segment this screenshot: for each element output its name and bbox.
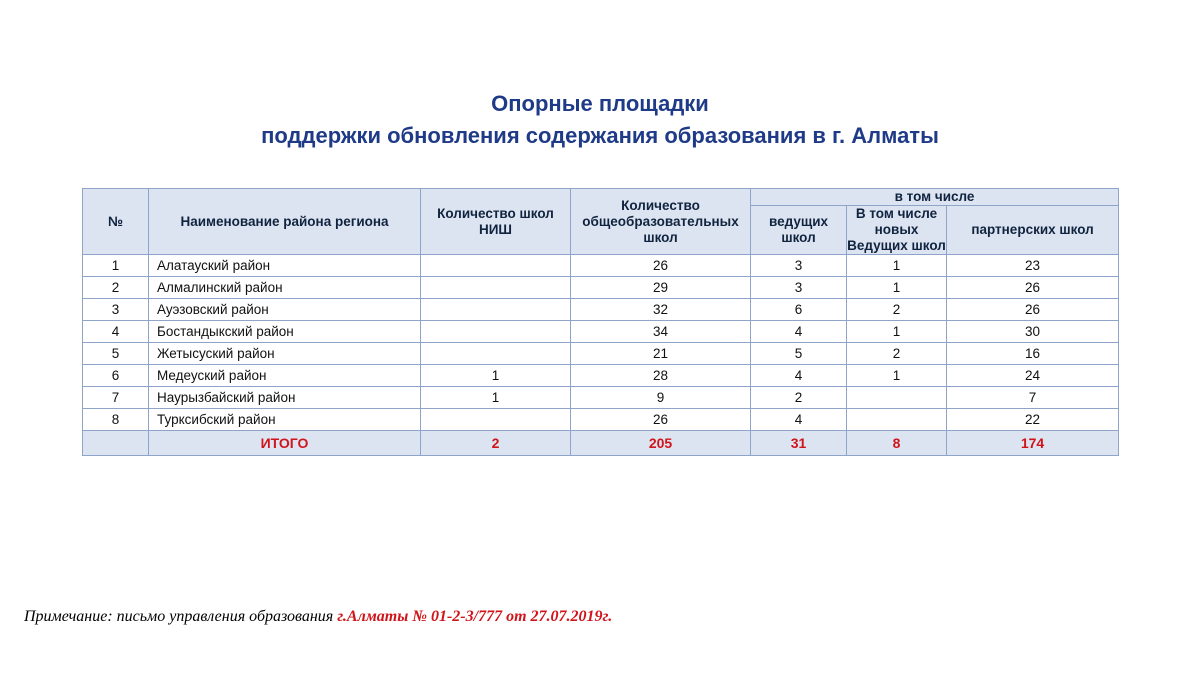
cell-name: Ауэзовский район [149,299,421,321]
title-line-2: поддержки обновления содержания образования в г. Алматы [261,123,939,148]
cell-general: 32 [571,299,751,321]
cell-new-leading: 1 [847,365,947,387]
cell-nish: 1 [421,365,571,387]
cell-total-label: ИТОГО [149,431,421,456]
cell-partner: 16 [947,343,1119,365]
cell-general: 26 [571,255,751,277]
cell-name: Жетысуский район [149,343,421,365]
cell-new-leading: 1 [847,321,947,343]
cell-leading: 3 [751,277,847,299]
cell-leading: 3 [751,255,847,277]
table-row [83,277,1119,299]
cell-general: 9 [571,387,751,409]
cell-new-leading: 1 [847,277,947,299]
header-district-name: Наименование района региона [149,189,421,255]
cell-nish [421,409,571,431]
cell-general: 28 [571,365,751,387]
cell-name: Алмалинский район [149,277,421,299]
cell-nish [421,277,571,299]
cell-partner: 26 [947,299,1119,321]
table-row [83,299,1119,321]
table-row [83,343,1119,365]
cell-nish [421,255,571,277]
title-line-1: Опорные площадки [491,91,709,116]
cell-num: 8 [83,409,149,431]
cell-new-leading [847,387,947,409]
cell-general: 34 [571,321,751,343]
cell-leading: 6 [751,299,847,321]
cell-name: Наурызбайский район [149,387,421,409]
cell-num: 7 [83,387,149,409]
cell-general: 26 [571,409,751,431]
table-row [83,387,1119,409]
footnote-reference: г.Алматы № 01-2-3/777 от 27.07.2019г. [337,608,613,625]
cell-name: Медеуский район [149,365,421,387]
cell-total-nish: 2 [421,431,571,456]
cell-num: 3 [83,299,149,321]
cell-partner: 26 [947,277,1119,299]
cell-leading: 2 [751,387,847,409]
cell-num: 4 [83,321,149,343]
header-general-schools-count: Количество общеобразовательных школ [571,189,751,255]
cell-partner: 23 [947,255,1119,277]
cell-leading: 5 [751,343,847,365]
table-row [83,365,1119,387]
table-row [83,321,1119,343]
header-nish-count: Количество школ НИШ [421,189,571,255]
cell-new-leading: 1 [847,255,947,277]
footnote [24,608,612,626]
cell-total-leading: 31 [751,431,847,456]
cell-new-leading [847,409,947,431]
header-partner-schools: партнерских школ [947,206,1119,255]
cell-total-num [83,431,149,456]
table-total-row [83,431,1119,456]
cell-leading: 4 [751,409,847,431]
header-group-including: в том числе [751,189,1119,206]
cell-num: 1 [83,255,149,277]
cell-general: 21 [571,343,751,365]
cell-partner: 22 [947,409,1119,431]
cell-total-general: 205 [571,431,751,456]
cell-general: 29 [571,277,751,299]
table-row [83,409,1119,431]
footnote-prefix: Примечание: письмо управления образования [24,608,334,625]
header-leading-schools: ведущих школ [751,206,847,255]
cell-partner: 7 [947,387,1119,409]
cell-total-new-leading: 8 [847,431,947,456]
schools-table [82,188,1119,456]
cell-num: 6 [83,365,149,387]
cell-leading: 4 [751,321,847,343]
cell-num: 5 [83,343,149,365]
cell-total-partner: 174 [947,431,1119,456]
table-body [83,255,1119,456]
cell-nish [421,299,571,321]
header-num: № [83,189,149,255]
cell-nish [421,343,571,365]
cell-num: 2 [83,277,149,299]
header-row-top [83,189,1119,206]
cell-name: Бостандыкский район [149,321,421,343]
header-new-leading-schools: В том числе новых Ведущих школ [847,206,946,253]
cell-nish: 1 [421,387,571,409]
cell-name: Турксибский район [149,409,421,431]
cell-new-leading: 2 [847,343,947,365]
cell-partner: 24 [947,365,1119,387]
cell-partner: 30 [947,321,1119,343]
page-title [0,88,1200,152]
table-header [83,189,1119,255]
cell-name: Алатауский район [149,255,421,277]
table-row [83,255,1119,277]
data-table-container [82,188,1118,456]
cell-nish [421,321,571,343]
cell-leading: 4 [751,365,847,387]
cell-new-leading: 2 [847,299,947,321]
